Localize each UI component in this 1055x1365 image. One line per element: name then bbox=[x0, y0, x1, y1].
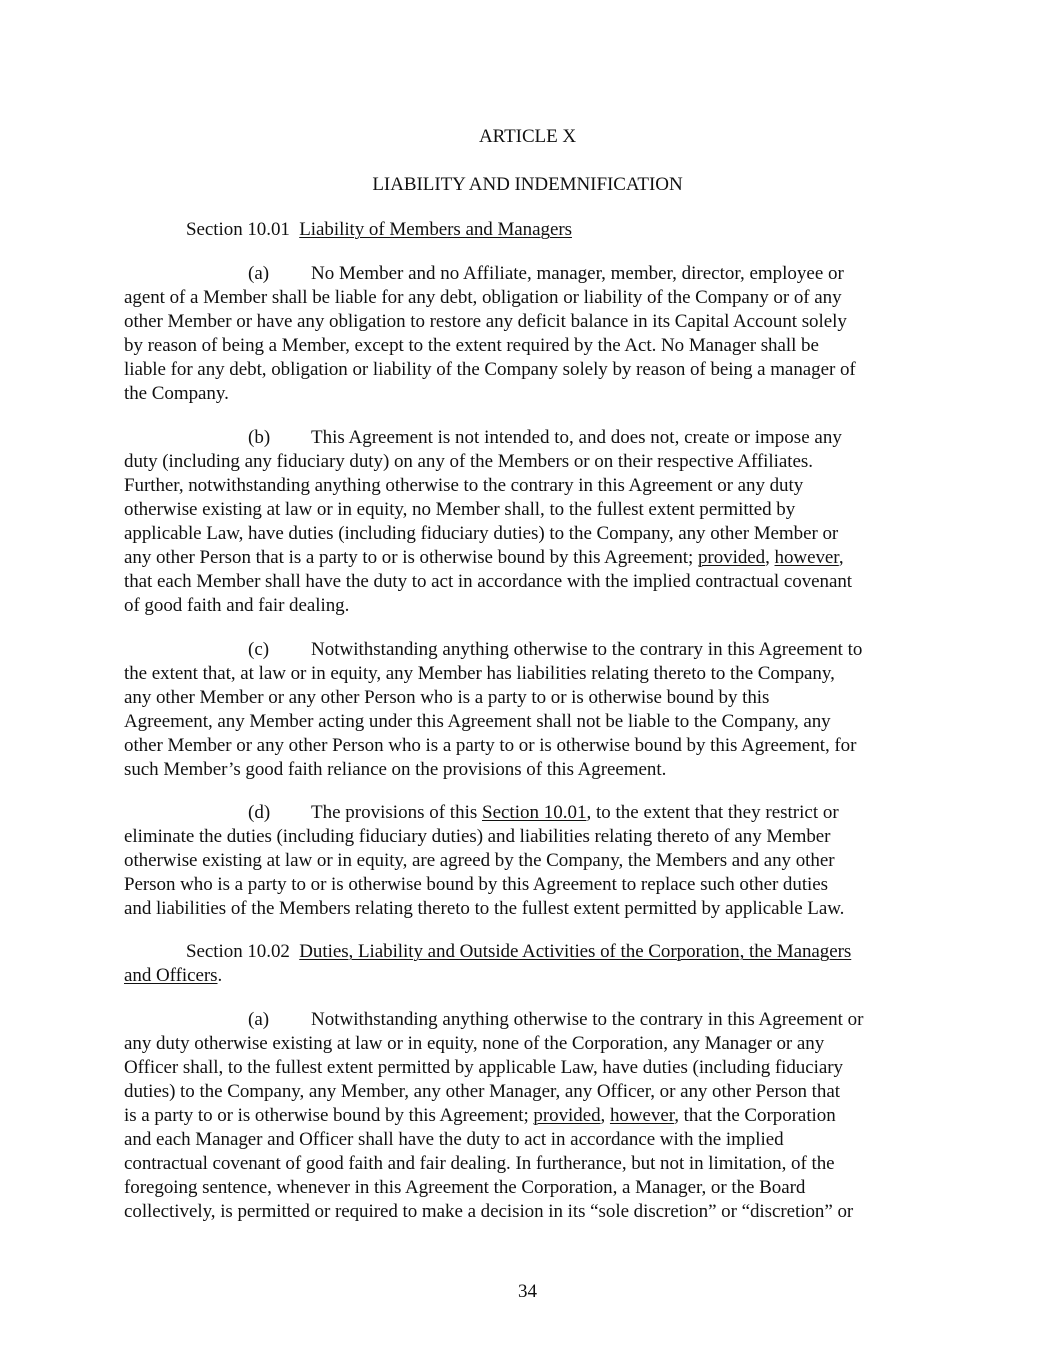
text-run: The provisions of this bbox=[311, 802, 482, 823]
section-cross-reference: Section 10.01 bbox=[482, 802, 587, 823]
paragraph-label: (d) bbox=[248, 802, 271, 823]
paragraph-line: otherwise existing at law or in equity, are agreed by the Company, the Members and any other bbox=[124, 850, 835, 871]
section-heading bbox=[186, 218, 572, 242]
paragraph-line: of good faith and fair dealing. bbox=[124, 595, 350, 616]
section-heading bbox=[186, 940, 851, 964]
paragraph-line: other Member or have any obligation to restore any deficit balance in its Capital Account solely bbox=[124, 311, 847, 332]
paragraph-lead bbox=[311, 801, 839, 825]
paragraph-line: that each Member shall have the duty to act in accordance with the implied contractual covenant bbox=[124, 571, 853, 592]
paragraph-line: applicable Law, have duties (including fiduciary duties) to the Company, any other Member or bbox=[124, 523, 839, 544]
paragraph-line: duty (including any fiduciary duty) on any of the Members or on their respective Affiliates. bbox=[124, 451, 813, 472]
text-run: , to the extent that they restrict or bbox=[586, 802, 839, 823]
paragraph-line: Officer shall, to the fullest extent permitted by applicable Law, have duties (including fiduciary bbox=[124, 1057, 843, 1078]
paragraph-line: such Member’s good faith reliance on the provisions of this Agreement. bbox=[124, 759, 667, 780]
section-title: Liability of Members and Managers bbox=[299, 219, 572, 240]
text-run: , bbox=[765, 547, 775, 568]
paragraph-label: (a) bbox=[248, 1009, 270, 1030]
paragraph-label: (b) bbox=[248, 427, 271, 448]
text-run: any other Person that is a party to or is otherwise bound by this Agreement; bbox=[124, 547, 698, 568]
paragraph-line: Further, notwithstanding anything otherwise to the contrary in this Agreement or any duty bbox=[124, 475, 804, 496]
section-number: Section 10.01 bbox=[186, 219, 290, 240]
text-run: , that the Corporation bbox=[674, 1105, 836, 1126]
paragraph-line: otherwise existing at law or in equity, no Member shall, to the fullest extent permitted by bbox=[124, 499, 796, 520]
paragraph-line bbox=[124, 1104, 836, 1128]
paragraph-line: contractual covenant of good faith and fair dealing. In furtherance, but not in limitation, of the bbox=[124, 1153, 835, 1174]
paragraph-line: the extent that, at law or in equity, any Member has liabilities relating thereto to the Company, bbox=[124, 663, 835, 684]
however-term: however bbox=[609, 1105, 675, 1126]
section-title: Duties, Liability and Outside Activities of the Corporation, the Managers bbox=[299, 941, 852, 962]
section-number: Section 10.02 bbox=[186, 941, 290, 962]
paragraph-line: liable for any debt, obligation or liability of the Company solely by reason of being a manager of bbox=[124, 359, 856, 380]
article-number: ARTICLE X bbox=[478, 126, 577, 147]
paragraph-lead: This Agreement is not intended to, and does not, create or impose any bbox=[311, 427, 842, 448]
provided-term: provided bbox=[533, 1105, 601, 1126]
paragraph-line: any duty otherwise existing at law or in equity, none of the Corporation, any Manager or any bbox=[124, 1033, 825, 1054]
provided-term: provided bbox=[697, 547, 766, 568]
paragraph-label: (c) bbox=[248, 639, 270, 660]
text-run: , bbox=[600, 1105, 610, 1126]
paragraph-line bbox=[124, 546, 844, 570]
paragraph-line: and each Manager and Officer shall have the duty to act in accordance with the implied bbox=[124, 1129, 784, 1150]
paragraph-line: the Company. bbox=[124, 383, 229, 404]
paragraph-line: duties) to the Company, any Member, any other Manager, any Officer, or any other Person that bbox=[124, 1081, 840, 1102]
section-title: and Officers bbox=[124, 965, 218, 986]
paragraph-line: agent of a Member shall be liable for any debt, obligation or liability of the Company or of any bbox=[124, 287, 842, 308]
paragraph-line: eliminate the duties (including fiduciary duties) and liabilities relating thereto of any Member bbox=[124, 826, 831, 847]
paragraph-line: foregoing sentence, whenever in this Agreement the Corporation, a Manager, or the Board bbox=[124, 1177, 806, 1198]
paragraph-lead: No Member and no Affiliate, manager, member, director, employee or bbox=[311, 263, 844, 284]
paragraph-lead: Notwithstanding anything otherwise to the contrary in this Agreement to bbox=[311, 639, 863, 660]
paragraph-line: and liabilities of the Members relating thereto to the fullest extent permitted by applicable Law. bbox=[124, 898, 845, 919]
however-term: however bbox=[774, 547, 839, 568]
text-run: is a party to or is otherwise bound by this Agreement; bbox=[124, 1105, 534, 1126]
paragraph-line: by reason of being a Member, except to the extent required by the Act. No Manager shall be bbox=[124, 335, 819, 356]
article-title: LIABILITY AND INDEMNIFICATION bbox=[372, 174, 683, 195]
paragraph-lead: Notwithstanding anything otherwise to the contrary in this Agreement or bbox=[311, 1009, 864, 1030]
page-number: 34 bbox=[518, 1281, 537, 1302]
paragraph-line: any other Member or any other Person who is a party to or is otherwise bound by this bbox=[124, 687, 770, 708]
paragraph-label: (a) bbox=[248, 263, 270, 284]
paragraph-line: Person who is a party to or is otherwise bound by this Agreement to replace such other duties bbox=[124, 874, 829, 895]
paragraph-line: Agreement, any Member acting under this Agreement shall not be liable to the Company, any bbox=[124, 711, 831, 732]
text-run: . bbox=[217, 965, 223, 986]
section-heading-continued bbox=[124, 964, 222, 988]
paragraph-line: other Member or any other Person who is a party to or is otherwise bound by this Agreement, for bbox=[124, 735, 857, 756]
text-run: , bbox=[838, 547, 844, 568]
paragraph-line: collectively, is permitted or required to make a decision in its “sole discretion” or “discretion” or bbox=[124, 1201, 854, 1222]
